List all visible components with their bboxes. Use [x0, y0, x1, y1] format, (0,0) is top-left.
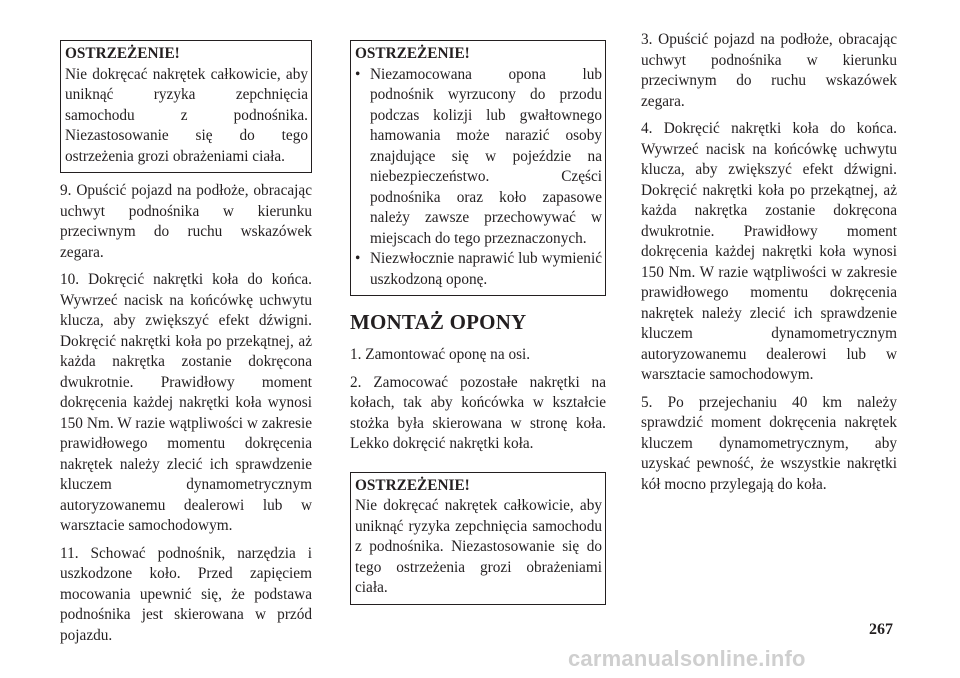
page-number: 267	[869, 621, 893, 638]
column-right	[641, 30, 897, 502]
column-middle	[350, 40, 606, 605]
warning-box-2	[350, 472, 606, 605]
warning-bullet: • Niezamocowana opona lub podnośnik wyrzucony do przodu podczas kolizji lub gwałtownego hamowania może narazić osoby znajdujące się w pojeździe na niebezpieczeństwo. Części podnośnika oraz koło zapasowe należy zawsze przechowywać w miejscach do tego przeznaczonych.	[355, 65, 602, 250]
step-10: 10. Dokręcić nakrętki koła do końca. Wywrzeć nacisk na końcówkę uchwytu klucza, aby zwiększyć efekt dźwigni. Dokręcić nakrętki koła po przekątnej, aż każda nakrętka zostanie dokręcona dwukrotnie. Prawidłowy moment dokręcenia każdej nakrętki koła wynosi 150 Nm. W razie wątpliwości w zakresie prawidłowego momentu dokręcenia nakrętek należy zlecić ich sprawdzenie kluczem dynamometrycznym autoryzowanemu dealerowi lub w warsztacie samochodowym.	[60, 271, 312, 534]
watermark: carmanualsonline.info	[568, 646, 806, 671]
warning-title: OSTRZEŻENIE!	[65, 45, 180, 62]
warning-title: OSTRZEŻENIE!	[355, 476, 470, 494]
step-5: 5. Po przejechaniu 40 km należy sprawdzić moment dokręcenia nakrętek kluczem dynamometrycznym, aby uzyskać pewność, że wszystkie nakrętki kół mocno przylegają do koła.	[641, 393, 897, 493]
step-9: 9. Opuścić pojazd na podłoże, obracając uchwyt podnośnika w kierunku przeciwnym do ruchu wskazówek zegara.	[60, 182, 312, 261]
warning-text: Nie dokręcać nakrętek całkowicie, aby uniknąć ryzyka zepchnięcia samochodu z podnośnika. Niezastosowanie się do tego ostrzeżenia grozi obrażeniami ciała.	[355, 497, 602, 596]
step-11: 11. Schować podnośnik, narzędzia i uszkodzone koło. Przed zapięciem mocowania upewnić się, że podstawa podnośnika jest skierowana w przód pojazdu.	[60, 544, 312, 644]
warning-bullet: • Niezwłocznie naprawić lub wymienić uszkodzoną oponę.	[355, 249, 602, 290]
step-2: 2. Zamocować pozostałe nakrętki na kołach, tak aby końcówka w kształcie stożka była skierowana w stronę koła. Lekko dokręcić nakrętki koła.	[350, 373, 606, 452]
step-4: 4. Dokręcić nakrętki koła do końca. Wywrzeć nacisk na końcówkę uchwytu klucza, aby zwiększyć efekt dźwigni. Dokręcić nakrętki koła po przekątnej, aż każda nakrętka zostanie dokręcona dwukrotnie. Prawidłowy moment dokręcenia każdej nakrętki koła wynosi 150 Nm. W razie wątpliwości w zakresie prawidłowego momentu dokręcenia nakrętek należy zlecić ich sprawdzenie kluczem dynamometrycznym autoryzowanemu dealerowi lub w warsztacie samochodowym.	[641, 120, 897, 383]
warning-box	[60, 40, 312, 173]
step-1: 1. Zamontować oponę na osi.	[350, 346, 531, 363]
warning-title: OSTRZEŻENIE!	[355, 45, 470, 62]
step-3: 3. Opuścić pojazd na podłoże, obracając uchwyt podnośnika w kierunku przeciwnym do ruchu wskazówek zegara.	[641, 31, 897, 110]
section-heading: MONTAŻ OPONY	[350, 310, 527, 334]
warning-bullet-list	[355, 65, 602, 291]
warning-text: Nie dokręcać nakrętek całkowicie, aby uniknąć ryzyka zepchnięcia samochodu z podnośnika. Niezastosowanie się do tego ostrzeżenia grozi obrażeniami ciała.	[65, 65, 308, 165]
warning-box	[350, 40, 606, 296]
column-left	[60, 40, 312, 653]
